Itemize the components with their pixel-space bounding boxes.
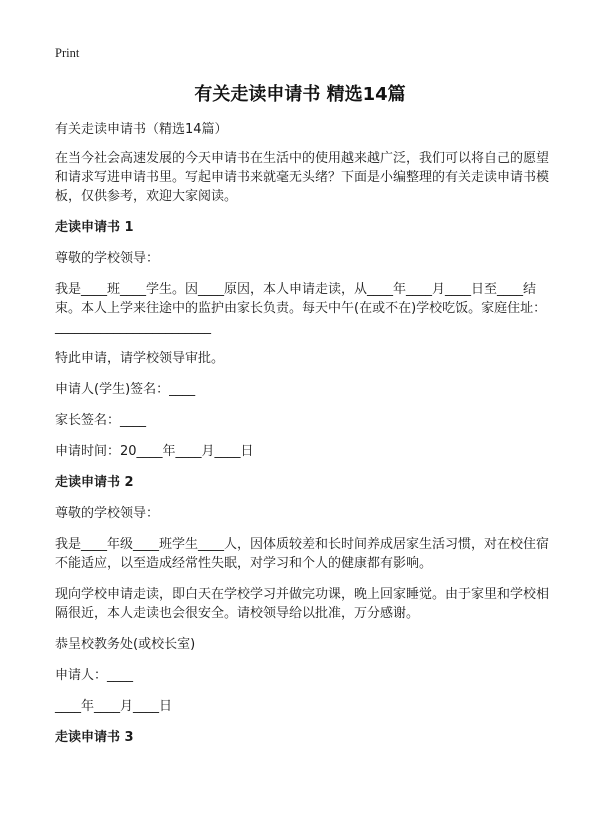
body-paragraph: 现向学校申请走读，即白天在学校学习并做完功课，晚上回家睡觉。由于家里和学校相隔很近，本人走读也会很安全。请校领导给以批准，万分感谢。: [55, 587, 550, 621]
page-title: 有关走读申请书 精选14篇: [194, 84, 406, 105]
salutation: 尊敬的学校领导：: [55, 506, 160, 521]
salutation: 尊敬的学校领导：: [55, 251, 160, 266]
parent-signature-line: 家长签名：____: [55, 413, 147, 428]
section-heading-3: 走读申请书 3: [55, 730, 134, 745]
intro-paragraph: 在当今社会高速发展的今天申请书在生活中的使用越来越广泛，我们可以将自己的愿望和请求写进申请书里。写起申请书来就毫无头绪？下面是小编整理的有关走读申请书模板，仅供参考，欢迎大家阅读。: [55, 151, 550, 204]
body-paragraph: 我是____年级____班学生____人，因体质较差和长时间养成居家生活习惯，对在校住宿不能适应，以至造成经常性失眠，对学习和个人的健康都有影响。: [55, 537, 550, 571]
print-link[interactable]: Print: [55, 46, 80, 60]
section-heading-1: 走读申请书 1: [55, 220, 134, 235]
applicant-line: 申请人：____: [55, 668, 134, 683]
section-heading-2: 走读申请书 2: [55, 475, 134, 490]
document-body: [55, 120, 550, 759]
body-paragraph: 我是____班____学生。因____原因，本人申请走读，从____年____月____日至____结束。本人上学来往途中的监护由家长负责。每天中午(在或不在)学校吃饭。家庭住址：________________________: [55, 282, 547, 335]
recipient-line: 恭呈校教务处(或校长室): [55, 637, 196, 652]
date-line: 申请时间：20____年____月____日: [55, 444, 254, 459]
closing-line: 特此申请，请学校领导审批。: [55, 351, 225, 366]
document-subtitle: 有关走读申请书（精选14篇）: [55, 122, 228, 137]
student-signature-line: 申请人(学生)签名：____: [55, 382, 196, 397]
date-line: ____年____月____日: [55, 699, 173, 714]
